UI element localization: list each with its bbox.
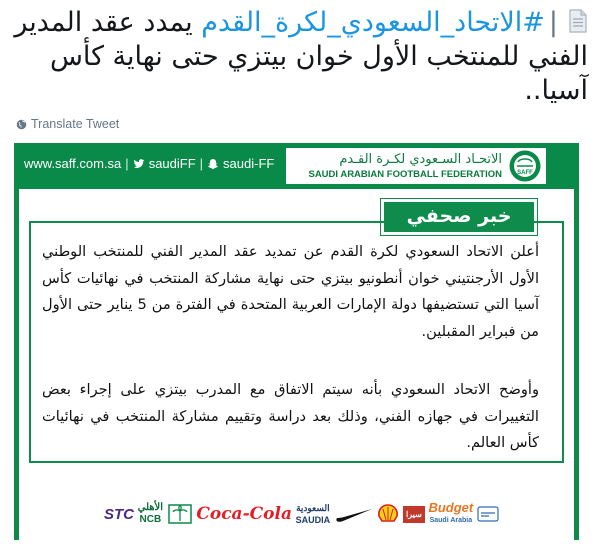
budget-subtitle: Saudi Arabia — [429, 517, 473, 524]
saff-emblem-icon — [508, 149, 542, 183]
stc-logo: STC — [104, 505, 134, 523]
card-border-left — [14, 143, 19, 540]
translate-tweet-button[interactable] — [16, 117, 119, 131]
tweet-body: يمدد عقد المدير الفني للمنتخب الأول خوان بيتزي حتى نهاية كأس آسيا.. — [14, 7, 588, 106]
saudia-logo — [296, 503, 331, 525]
federation-name-english: SAUDI ARABIAN FOOTBALL FEDERATION — [308, 169, 502, 180]
saudia-english: SAUDIA — [295, 515, 331, 525]
hashtag-link[interactable]: #الاتحاد_السعودي_لكرة_القدم — [201, 7, 545, 38]
paragraph-2: وأوضح الاتحاد السعودي بأنه سيتم الاتفاق مع المدرب بيتزي على إجراء بعض التغييرات في جهازه الفني، وذلك بعد دراسة وتقييم مشاركة المنتخب في نهائيات كأس العالم. — [42, 381, 539, 451]
card-logo-icon — [477, 505, 499, 523]
nike-swoosh-icon — [334, 504, 374, 524]
budget-logo — [428, 502, 473, 526]
press-release-heading: خبر صحفي — [384, 202, 534, 232]
shell-logo-icon — [377, 504, 399, 524]
palm-tree-logo-icon — [167, 503, 193, 525]
card-banner — [14, 143, 579, 189]
ahli-english: NCB — [139, 514, 162, 525]
twitter-handle[interactable]: saudiFF — [148, 156, 196, 171]
emblem-text: SAFF — [517, 170, 533, 176]
coca-cola-logo: Coca-Cola — [196, 504, 292, 524]
snapchat-icon — [207, 158, 219, 170]
seera-logo: سيرا — [403, 506, 425, 523]
sponsors-bar — [104, 500, 499, 528]
ahli-arabic: الأهلي — [137, 502, 164, 513]
federation-logo — [286, 148, 546, 184]
card-border-right — [574, 143, 579, 540]
separator: | — [548, 7, 558, 38]
snapchat-handle[interactable]: saudi-FF — [223, 156, 275, 171]
contact-links: www.saff.com.sa | saudiFF | saudi-FF — [24, 156, 275, 171]
globe-icon — [16, 119, 27, 130]
budget-name: Budget — [428, 500, 474, 515]
twitter-icon — [133, 158, 145, 170]
website-link[interactable]: www.saff.com.sa — [24, 156, 122, 171]
press-release-card — [14, 143, 579, 540]
saudia-arabic: السعودية — [296, 503, 330, 513]
ahli-logo — [138, 503, 163, 525]
paragraph-1: أعلن الاتحاد السعودي لكرة القدم عن تمديد عقد المدير الفني للمنتخب الوطني الأول الأرجنتيني خوان أنطونيو بيتزي حتى نهاية مشاركة المنتخب في نهائيات كأس آسيا التي تستضيفها دولة الإمارات العربية المتحدة في الفترة من 5 يناير حتى الأول من فبراير المقبلين. — [42, 243, 540, 340]
translate-label: Translate Tweet — [31, 117, 120, 131]
tweet-text — [14, 6, 588, 108]
federation-name-arabic: الاتحـاد السـعودي لكـرة القـدم — [339, 152, 502, 167]
document-icon — [568, 9, 588, 33]
